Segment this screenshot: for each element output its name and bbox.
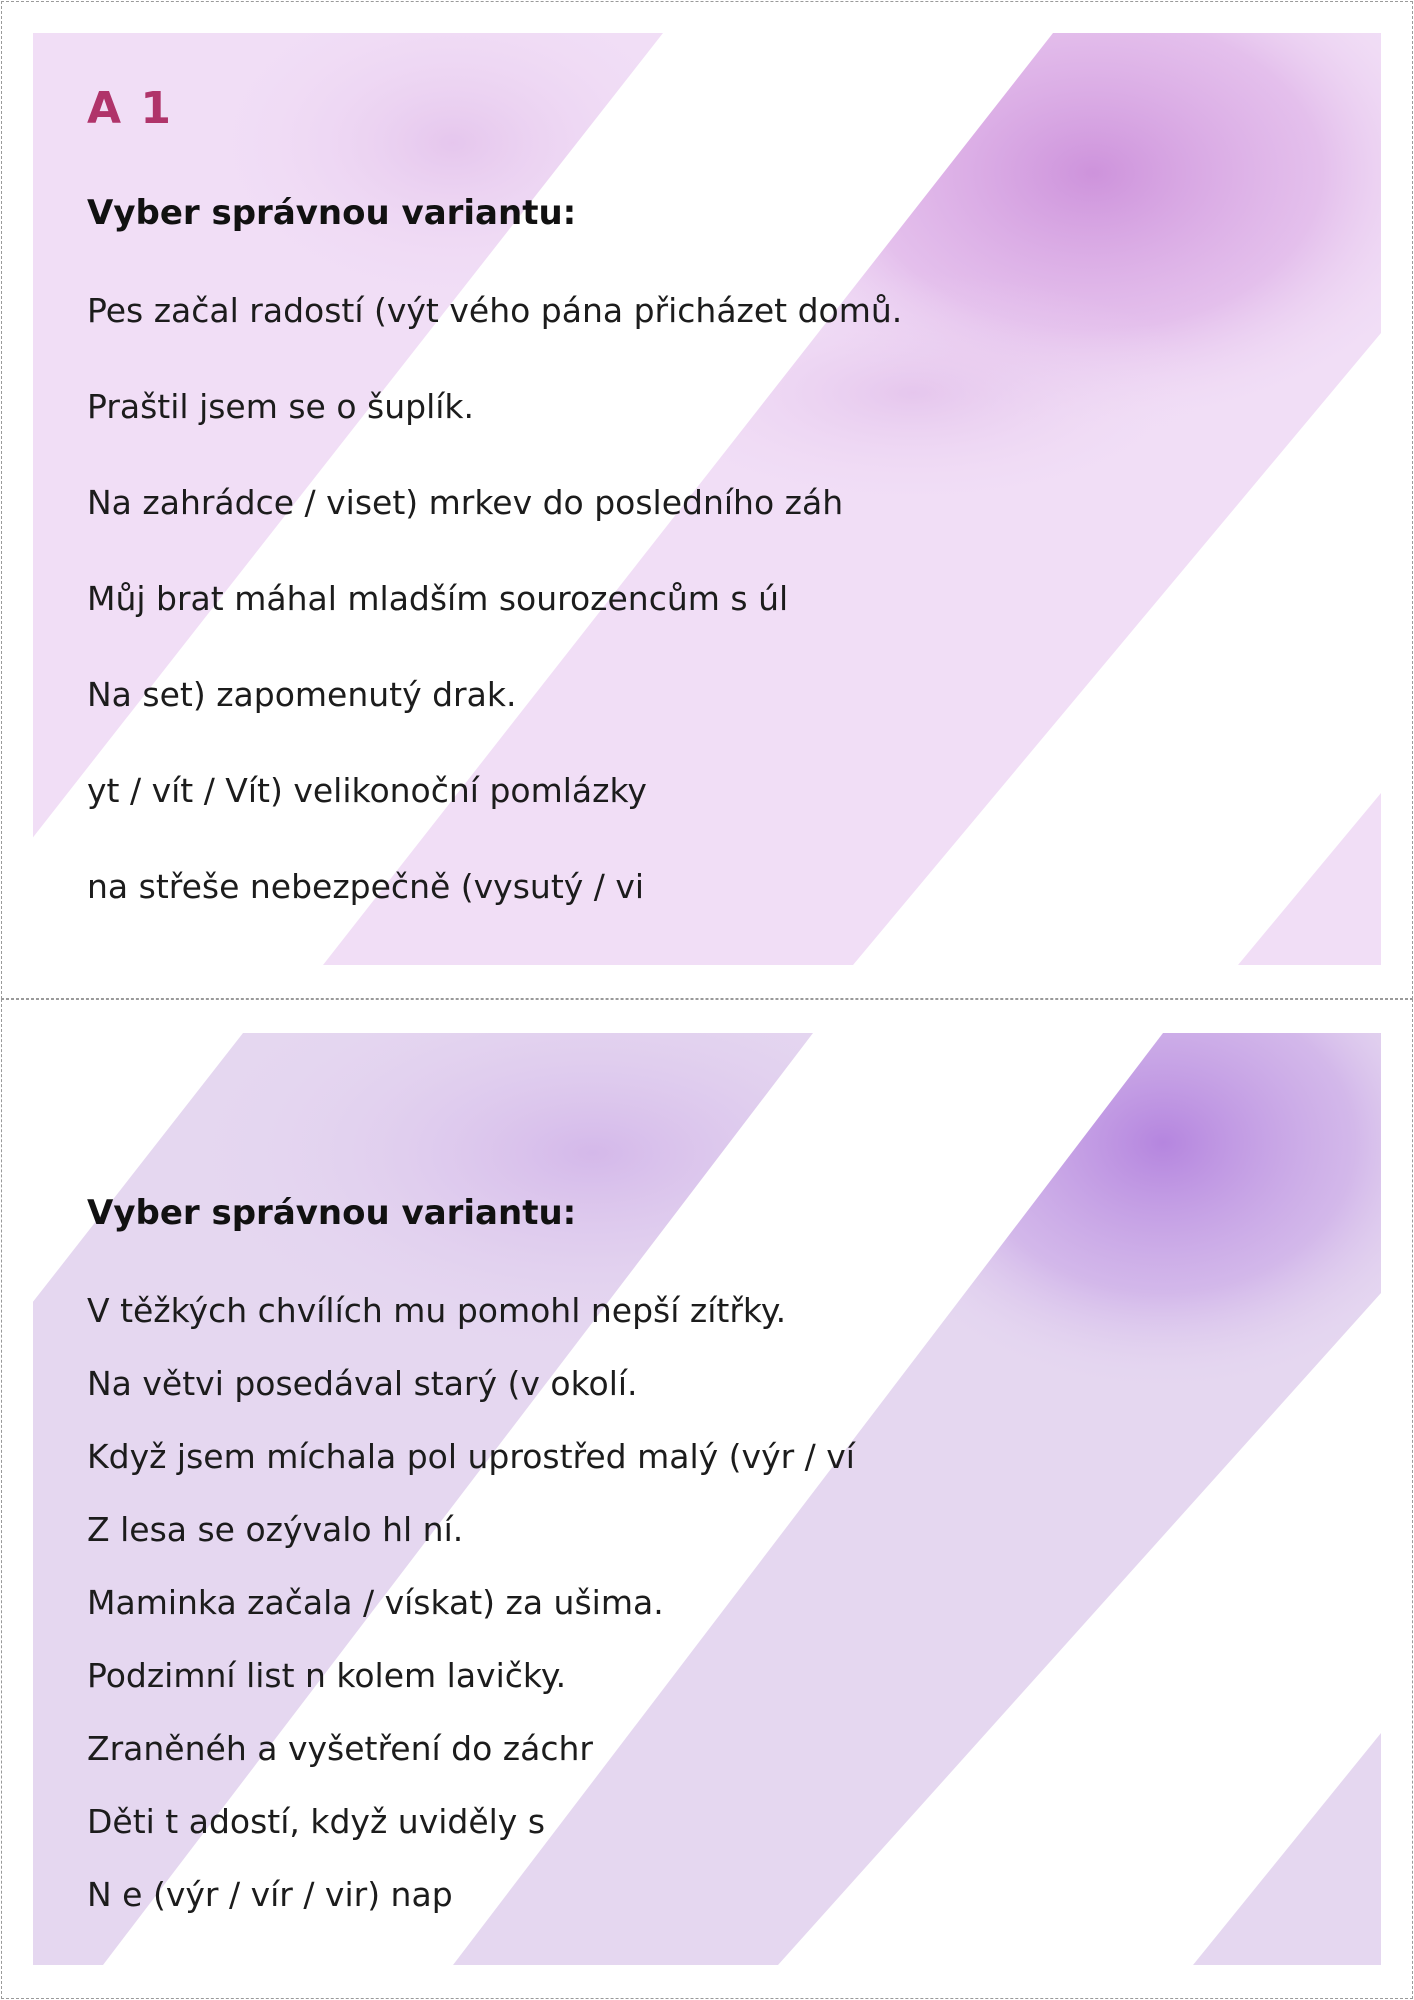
exercise-sentence: Na zahrádce / viset) mrkev do posledního záh [87,483,844,522]
exercise-sentence: V těžkých chvílích mu pomohl nepší zítřky. [87,1291,787,1330]
exercise-sentence: Podzimní list n kolem lavičky. [87,1656,567,1695]
exercise-sentence: yt / vít / Vít) velikonoční pomlázky [87,771,647,810]
instruction-heading: Vyber správnou variantu: [87,193,577,233]
exercise-sentence: Maminka začala / vískat) za ušima. [87,1583,664,1622]
exercise-sentence: na střeše nebezpečně (vysutý / vi [87,867,645,906]
exercise-sentence: Na větvi posedával starý (v okolí. [87,1364,638,1403]
card-label: A 1 [87,83,173,134]
exercise-sentence: Děti t adostí, když uviděly s [87,1802,546,1841]
exercise-sentence: Z lesa se ozývalo hl ní. [87,1510,464,1549]
exercise-sentence: Praštil jsem se o šuplík. [87,387,475,426]
exercise-sentence: Můj brat máhal mladším sourozencům s úl [87,579,789,618]
instruction-heading: Vyber správnou variantu: [87,1193,577,1233]
exercise-card-b [33,1033,1381,1965]
exercise-card-a1 [33,33,1381,965]
exercise-sentence: Zraněnéh a vyšetření do záchr [87,1729,593,1768]
exercise-sentence: Na set) zapomenutý drak. [87,675,517,714]
exercise-sentence: Pes začal radostí (výt vého pána přicházet domů. [87,291,903,330]
exercise-sentence: N e (výr / vír / vir) nap [87,1875,453,1914]
exercise-sentence: Když jsem míchala pol uprostřed malý (výr / ví [87,1437,855,1476]
